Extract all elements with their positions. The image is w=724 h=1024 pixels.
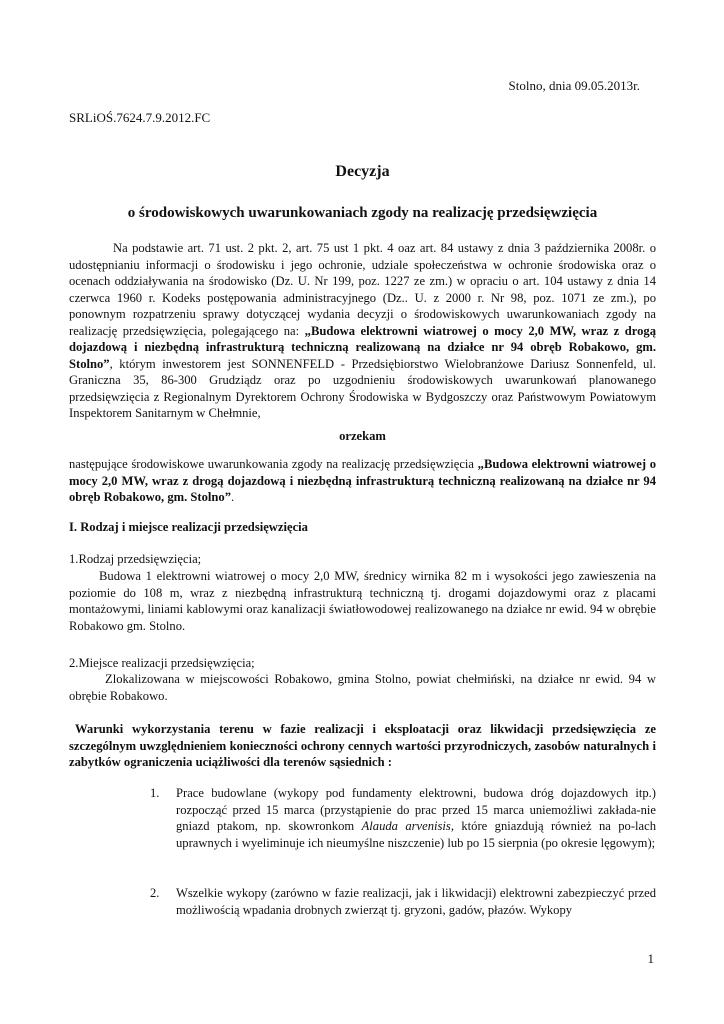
list-number: 1.	[150, 786, 160, 800]
decision-project-name: „Budowa elektrowni wiatrowej o mocy 2,0 MW, wraz z drogą dojazdową i niezbędną infrastrukturą techniczną realizowaną na działce nr 94 obręb Robakowo, gm. Stolno”	[69, 457, 656, 504]
project-name: „Budowa elektrowni wiatrowej o mocy 2,0 MW, wraz z drogą dojazdową i niezbędną infrastrukturą techniczną realizowaną na działce nr 94 obręb Robakowo, gm. Stolno”	[69, 323, 656, 371]
species-name: Alauda arvenisis,	[361, 819, 454, 833]
document-title: Decyzja	[335, 163, 390, 180]
decision-paragraph	[69, 456, 656, 506]
page-number: 1	[647, 951, 654, 966]
list-item	[150, 785, 656, 851]
reference-number: SRLiOŚ.7624.7.9.2012.FC	[69, 110, 211, 125]
miejsce-text: Zlokalizowana w miejscowości Robakowo, gmina Stolno, powiat chełmiński, na działce nr ewid. 94 w obrębie Robakowo.	[69, 672, 656, 703]
list-item	[150, 885, 656, 918]
place-date: Stolno, dnia 09.05.2013r.	[508, 78, 640, 93]
orzekam-heading: orzekam	[339, 429, 386, 443]
document-subtitle: o środowiskowych uwarunkowaniach zgody na realizację przedsięwzięcia	[127, 205, 598, 221]
miejsce-label: 2.Miejsce realizacji przedsięwzięcia;	[69, 656, 255, 670]
conditions-list-2	[150, 885, 656, 918]
list-number: 2.	[150, 886, 160, 900]
rodzaj-label: 1.Rodzaj przedsięwzięcia;	[69, 552, 202, 566]
decision-text: następujące środowiskowe uwarunkowania zgody na realizację przedsięwzięcia	[69, 457, 478, 471]
investor-text: , którym inwestorem jest SONNENFELD - Przedsiębiorstwo Wielobranżowe Dariusz Sonnenfeld, ul. Graniczna 35, 86-300 Grudziądz oraz po uzgodnieniu środowiskowych uwarunkowań planowanego przedsięwzięcia z Regionalnym Dyrektorem Ochrony Środowiska w Bydgoszczy oraz Państwowym Powiatowym Inspektorem Sanitarnym w Chełmnie,	[69, 356, 656, 420]
conditions-list-1	[150, 785, 656, 851]
section-heading: I. Rodzaj i miejsce realizacji przedsięwzięcia	[69, 520, 308, 534]
legal-basis-paragraph	[69, 240, 656, 422]
legal-basis-text: Na podstawie art. 71 ust. 2 pkt. 2, art. 75 ust 1 pkt. 4 oaz art. 84 ustawy z dnia 3 października 2008r. o udostępnianiu informacji o środowisku i jego ochronie, udziale społeczeństwa w ochronie środowiska oraz o ocenach oddziaływania na środowisko (Dz. U. Nr 199, poz. 1227 ze zm.) w opraciu o art. 104 ustawy z dnia 14 czerwca 1960 r. Kodeks postępowania administracyjnego (Dz.. U. z 2000 r. Nr 98, poz. 1071 ze zm.), po ponownym rozpatrzeniu sprawy dotyczącej wydania decyzji o środowiskowych uwarunkowaniach zgody na realizację przedsięwzięcia, polegającego na:	[69, 241, 656, 338]
list-text-a: Prace budowlane (wykopy pod fundamenty elektrowni, budowa dróg dojazdowych itp.) rozpocząć przed 15 marca (przystąpienie do prac przed 15 marca uniemożliwi zakłada-nie gniazd ptakom, np. skowronkom	[176, 786, 656, 833]
decision-end: .	[231, 490, 235, 504]
rodzaj-text: Budowa 1 elektrowni wiatrowej o mocy 2,0 MW, średnicy wirnika 82 m i wysokości jego zawieszenia na poziomie do 108 m, wraz z niezbędną infrastrukturą techniczną tj. drogami dojazdowymi oraz z placami montażowymi, liniami kablowymi oraz kanalizacji światłowodowej realizowanego na działce nr ewid. 94 w obrębie Robakowo gm. Stolno.	[69, 569, 656, 633]
list-text-a: Wszelkie wykopy (zarówno w fazie realizacji, jak i likwidacji) elektrowni zabezpieczyć przed możliwością wpadania drobnych zwierząt tj. gryzoni, gadów, płazów. Wykopy	[176, 886, 656, 917]
conditions-heading: Warunki wykorzystania terenu w fazie realizacji i eksploatacji oraz likwidacji przedsięwzięcia ze szczególnym uwzględnieniem konieczności ochrony cennych wartości przyrodniczych, zasobów naturalnych i zabytków ograniczenia uciążliwości dla terenów sąsiednich :	[69, 722, 656, 769]
list-text-b: które gniazdują również na po-lach uprawnych i wyeliminuje ich nieumyślne niszczenie) lub po 15 sierpnia (po okresie lęgowym);	[176, 819, 656, 850]
